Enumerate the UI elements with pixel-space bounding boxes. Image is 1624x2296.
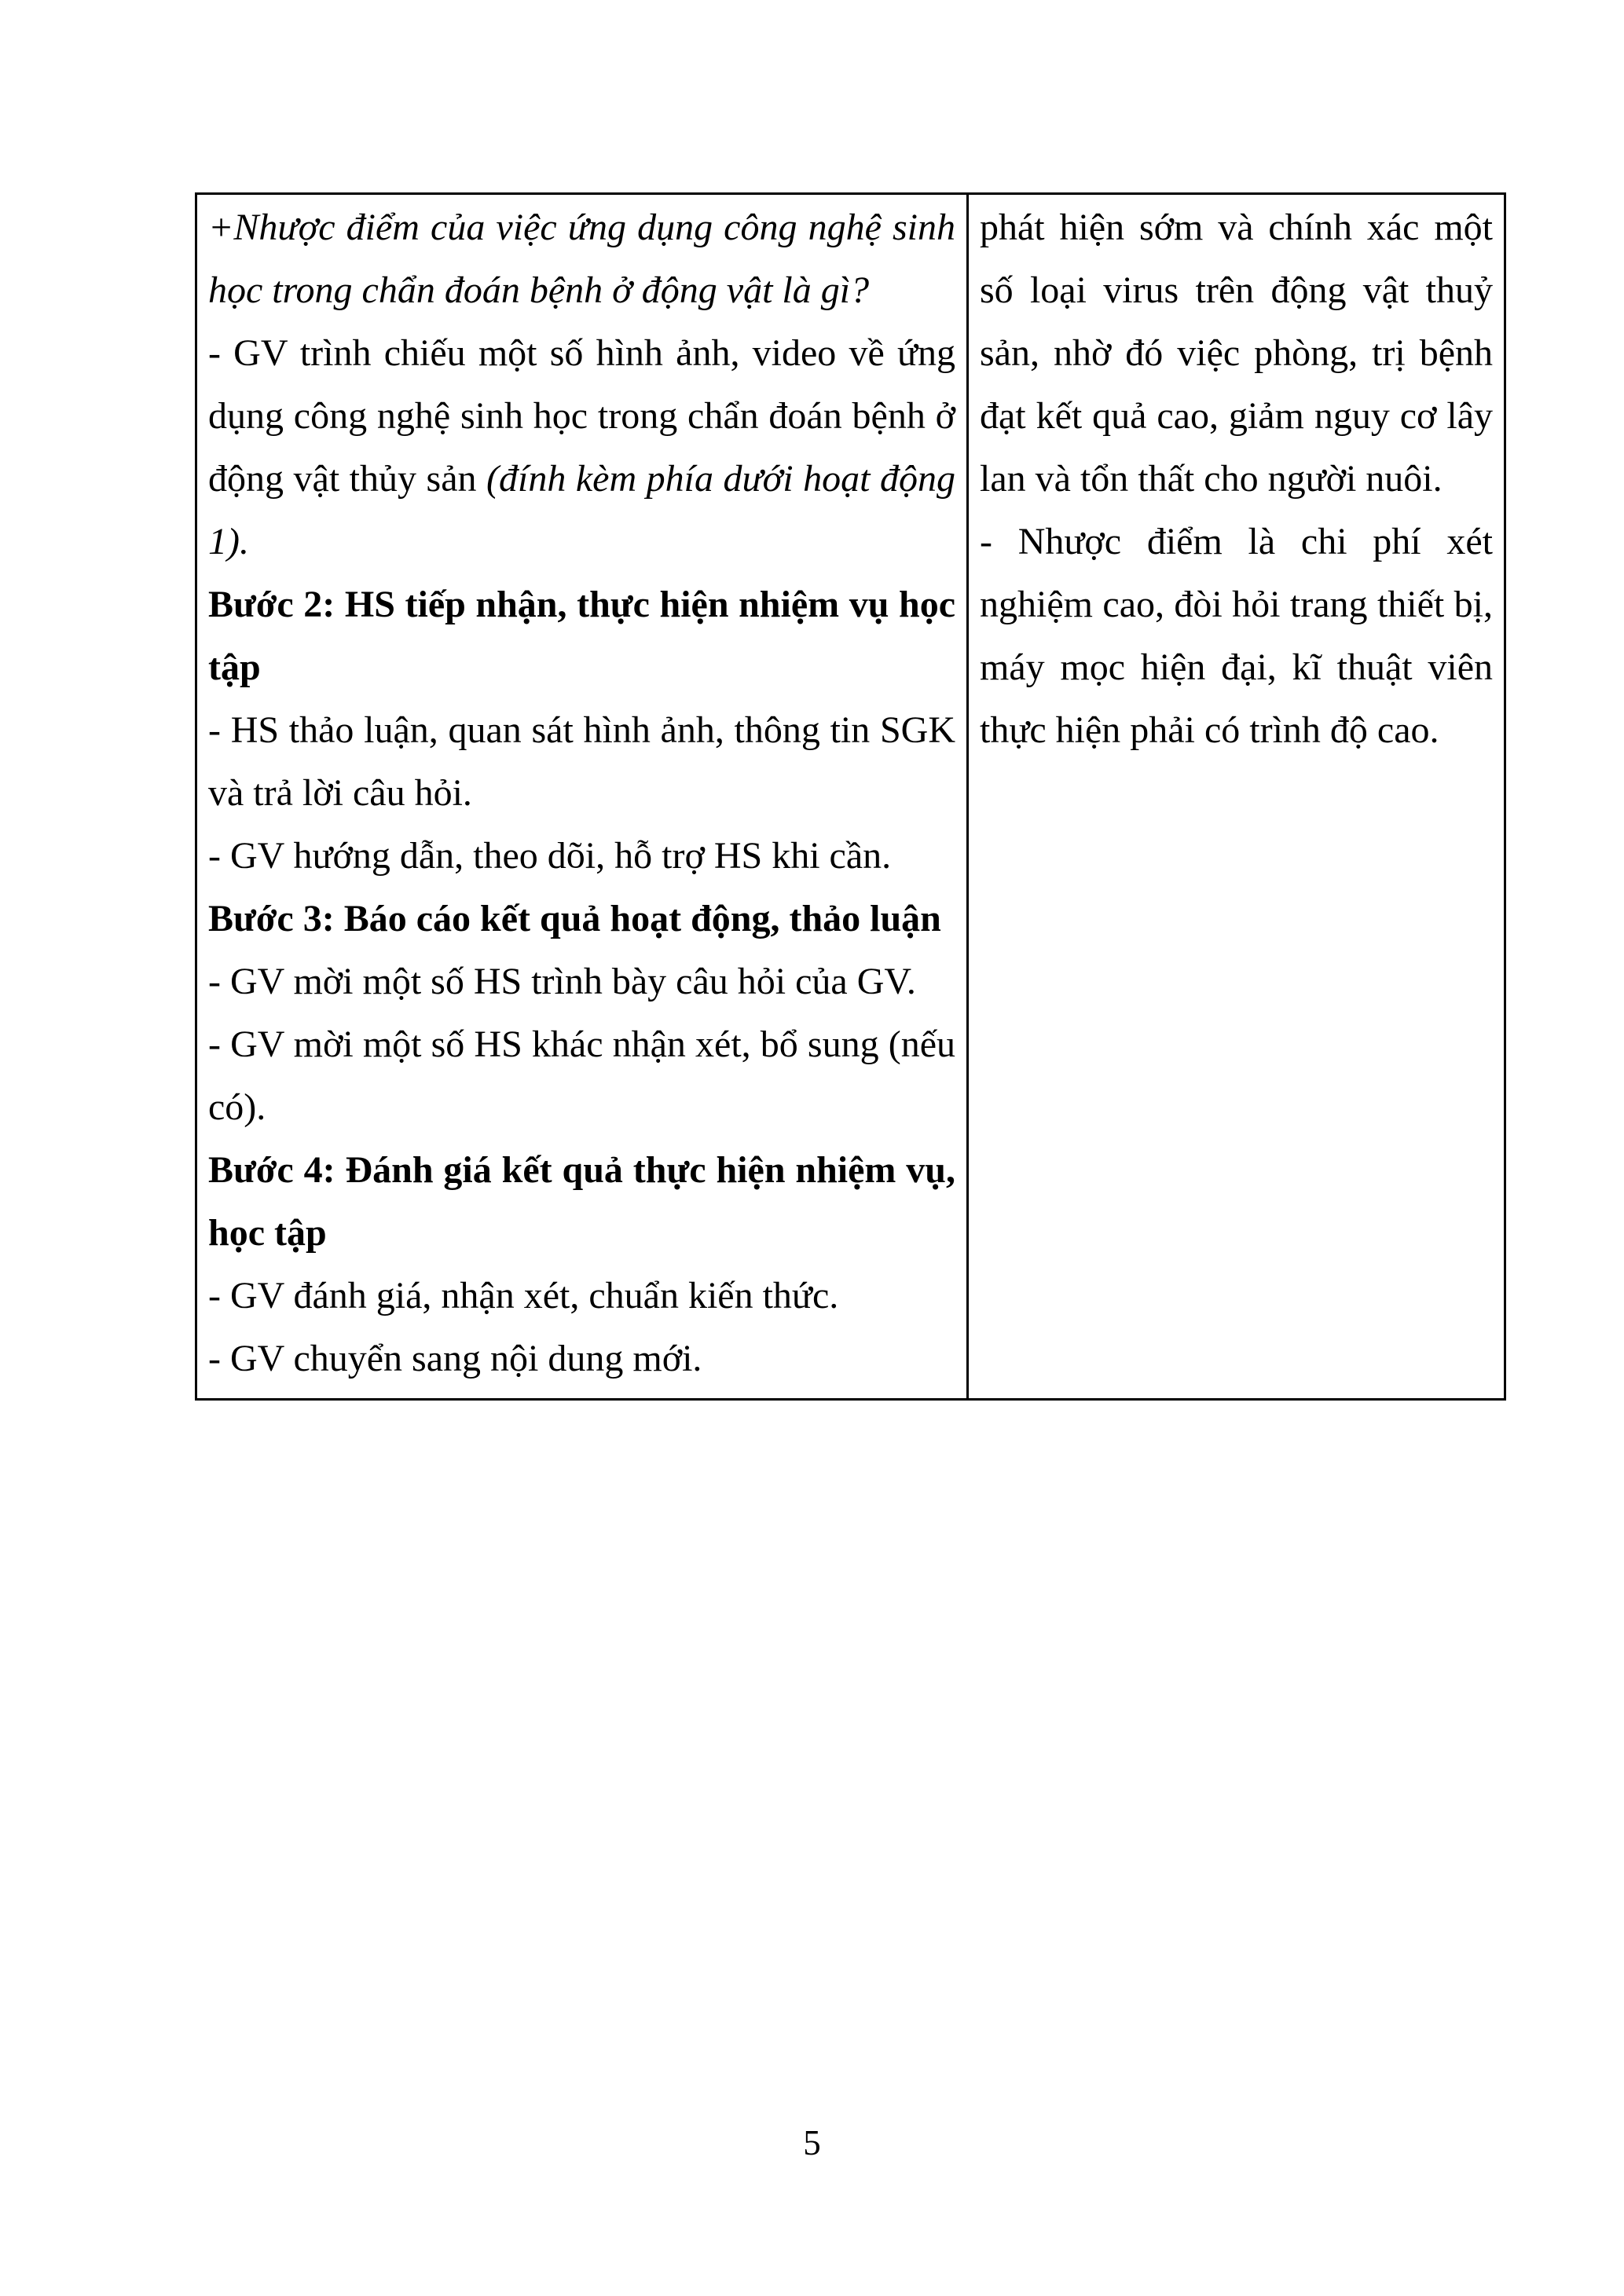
paragraph	[208, 825, 955, 888]
paragraph	[208, 196, 955, 322]
paragraph	[208, 322, 955, 573]
text-run: - GV mời một số HS khác nhận xét, bổ sung (nếu có).	[208, 1023, 955, 1128]
text-run: Bước 4: Đánh giá kết quả thực hiện nhiệm vụ, học tập	[208, 1149, 955, 1254]
text-run: Bước 2: HS tiếp nhận, thực hiện nhiệm vụ học tập	[208, 584, 955, 688]
text-run: - GV đánh giá, nhận xét, chuẩn kiến thức.	[208, 1275, 839, 1316]
page-number: 5	[803, 2123, 821, 2162]
paragraph	[980, 196, 1493, 511]
text-run: Bước 3: Báo cáo kết quả hoạt động, thảo luận	[208, 898, 941, 939]
lesson-plan-table	[195, 192, 1506, 1401]
text-run: (đính kèm phía dưới hoạt động 1).	[208, 458, 955, 562]
paragraph	[208, 950, 955, 1013]
text-run: - GV chuyển sang nội dung mới.	[208, 1338, 702, 1379]
paragraph	[208, 573, 955, 699]
paragraph	[208, 699, 955, 825]
text-run: phát hiện sớm và chính xác một số loại virus trên động vật thuỷ sản, nhờ đó việc phòng, trị bệnh đạt kết quả cao, giảm nguy cơ lây lan và tổn thất cho người nuôi.	[980, 207, 1493, 500]
teacher-student-activities-cell	[197, 195, 969, 1398]
paragraph	[208, 888, 955, 950]
text-run: - GV mời một số HS trình bày câu hỏi của GV.	[208, 961, 916, 1002]
paragraph	[208, 1265, 955, 1327]
paragraph	[208, 1327, 955, 1390]
text-run: - Nhược điểm là chi phí xét nghiệm cao, đòi hỏi trang thiết bị, máy mọc hiện đại, kĩ thuật viên thực hiện phải có trình độ cao.	[980, 521, 1493, 751]
expected-content-cell	[969, 195, 1504, 1398]
paragraph	[208, 1013, 955, 1139]
paragraph	[980, 511, 1493, 762]
text-run: +Nhược điểm của việc ứng dụng công nghệ sinh học trong chẩn đoán bệnh ở động vật là gì?	[208, 207, 955, 311]
text-run: - GV trình chiếu một số hình ảnh, video về ứng dụng công nghệ sinh học trong chẩn đoán bệnh ở động vật thủy sản	[208, 332, 955, 500]
text-run: - GV hướng dẫn, theo dõi, hỗ trợ HS khi cần.	[208, 835, 892, 877]
paragraph	[208, 1139, 955, 1265]
text-run: - HS thảo luận, quan sát hình ảnh, thông tin SGK và trả lời câu hỏi.	[208, 709, 955, 814]
